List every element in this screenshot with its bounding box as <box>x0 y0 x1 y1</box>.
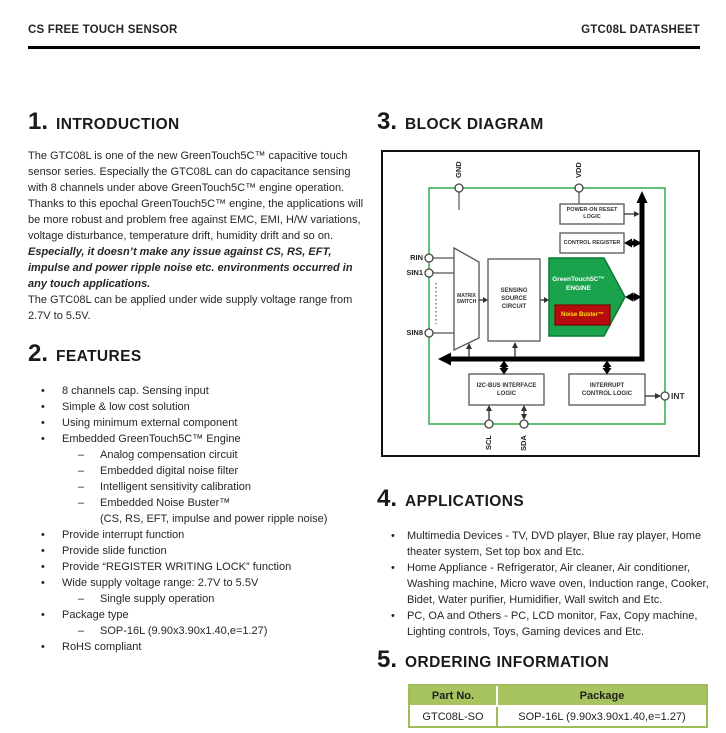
header-rule <box>28 46 700 49</box>
table-cell: GTC08L-SO <box>410 707 498 726</box>
feature-item: – SOP-16L (9.90x3.90x1.40,e=1.27) <box>28 623 370 639</box>
sin1-pin-label: SIN1 <box>406 268 423 277</box>
application-item: • Home Appliance - Refrigerator, Air cleaner, Air conditioner, Washing machine, Micro wave oven, Induction range, Cooker, Bidet, Water purifier, Humidifier, Wall switch and Etc. <box>377 560 717 608</box>
section-title: FEATURES <box>56 348 142 365</box>
feature-item: • Using minimum external component <box>28 415 370 431</box>
intro-text: The GTC08L is one of the new GreenTouch5C™ capacitive touch sensor series. Especially the GTC08L can do capacitance sensing with 8 channels under above GreenTouch5C™ engine operation. Thanks to this epochal GreenTouch5C™ engine, the applications will be more robust and problem free against EMC, EMI, H/W variations, voltage disturbance, temperature drift, humidity drift and so on. <box>28 150 364 242</box>
section-heading-block-diagram <box>377 108 544 136</box>
section-number: 1. <box>28 108 49 135</box>
section-heading-features <box>28 340 142 368</box>
section-title: BLOCK DIAGRAM <box>405 116 544 133</box>
intro-text-2: The GTC08L can be applied under wide supply voltage range from 2.7V to 5.5V. <box>28 294 353 322</box>
gnd-pin <box>455 184 463 192</box>
horizontal-bus-arrowhead <box>438 353 451 366</box>
sin8-pin <box>425 329 433 337</box>
feature-item: • Embedded GreenTouch5C™ Engine <box>28 431 370 447</box>
table-header-cell: Part No. <box>410 686 498 707</box>
interrupt-label: INTERRUPT CONTROL LOGIC <box>581 383 633 397</box>
section-heading-introduction <box>28 108 180 136</box>
matrix-switch-label: MATRIX SWITCH <box>456 292 477 305</box>
int-pin <box>661 392 669 400</box>
rin-pin <box>425 254 433 262</box>
table-cell: SOP-16L (9.90x3.90x1.40,e=1.27) <box>498 707 706 726</box>
gnd-pin-label: GND <box>454 161 463 179</box>
feature-item: • Provide “REGISTER WRITING LOCK” function <box>28 559 370 575</box>
introduction-paragraph <box>28 148 364 324</box>
table-header-cell: Package <box>498 686 706 707</box>
applications-list <box>377 528 717 640</box>
scl-pin-label: SCL <box>484 435 493 451</box>
section-number: 4. <box>377 485 398 512</box>
section-number: 5. <box>377 646 398 673</box>
sda-pin-label: SDA <box>519 435 528 451</box>
feature-item: (CS, RS, EFT, impulse and power ripple noise) <box>100 513 328 525</box>
i2c-label: I2C-BUS INTERFACE LOGIC <box>476 383 537 397</box>
feature-item: • Provide interrupt function <box>28 527 370 543</box>
feature-item: • RoHS compliant <box>28 639 370 655</box>
feature-item: • Package type <box>28 607 370 623</box>
noise-buster-label: Noise Buster™ <box>560 312 604 318</box>
int-pin-label: INT <box>671 391 685 401</box>
sda-pin <box>520 420 528 428</box>
block-diagram-drawing <box>383 152 698 455</box>
sin8-pin-label: SIN8 <box>406 328 423 337</box>
section-number: 2. <box>28 340 49 367</box>
section-number: 3. <box>377 108 398 135</box>
feature-item: – Embedded digital noise filter <box>28 463 370 479</box>
engine-label: GreenTouch5C™ ENGINE <box>552 276 605 292</box>
feature-item: – Intelligent sensitivity calibration <box>28 479 370 495</box>
control-register-label: CONTROL REGISTER <box>563 239 621 246</box>
matrix-to-sensing-arrow <box>483 297 488 303</box>
vertical-bus-arrowhead <box>637 191 648 203</box>
feature-item: – Analog compensation circuit <box>28 447 370 463</box>
feature-item: – Single supply operation <box>28 591 370 607</box>
scl-pin <box>485 420 493 428</box>
section-title: ORDERING INFORMATION <box>405 654 610 671</box>
feature-item: • Simple & low cost solution <box>28 399 370 415</box>
application-item: • Multimedia Devices - TV, DVD player, Blue ray player, Home theater system, Set top box and Etc. <box>377 528 717 560</box>
sensing-label: SENSING SOURCE CIRCUIT <box>500 288 528 310</box>
int-arrow <box>655 393 661 399</box>
table-header-row <box>410 686 706 707</box>
feature-item: • 8 channels cap. Sensing input <box>28 383 370 399</box>
por-to-bus-arrow <box>634 211 640 217</box>
ordering-table <box>408 684 708 728</box>
header-right-title: GTC08L DATASHEET <box>581 24 700 36</box>
feature-item: • Wide supply voltage range: 2.7V to 5.5V <box>28 575 370 591</box>
section-title: APPLICATIONS <box>405 493 525 510</box>
section-heading-ordering <box>377 646 609 674</box>
sda-double-arrow <box>521 414 527 420</box>
block-diagram-figure <box>381 150 700 457</box>
intro-bold-text: Especially, it doesn’t make any issue against CS, RS, EFT, impulse and power ripple noise etc. environments occurred in any touch applications. <box>28 246 353 290</box>
bus-to-sensing-arrow <box>512 342 518 348</box>
sin1-pin <box>425 269 433 277</box>
vdd-pin-label: VDD <box>574 162 583 178</box>
rin-pin-label: RIN <box>410 253 423 262</box>
section-title: INTRODUCTION <box>56 116 180 133</box>
feature-item: • Provide slide function <box>28 543 370 559</box>
por-label: POWER-ON RESET LOGIC <box>566 207 618 220</box>
section-heading-applications <box>377 485 524 513</box>
table-row <box>410 707 706 726</box>
scl-arrow <box>486 405 492 411</box>
header-left-title: CS FREE TOUCH SENSOR <box>28 24 178 36</box>
vdd-pin <box>575 184 583 192</box>
features-list <box>28 383 370 655</box>
application-item: • PC, OA and Others - PC, LCD monitor, Fax, Copy machine, Lighting controls, Toys, Gaming devices and Etc. <box>377 608 717 640</box>
feature-item: – Embedded Noise Buster™ <box>28 495 370 511</box>
